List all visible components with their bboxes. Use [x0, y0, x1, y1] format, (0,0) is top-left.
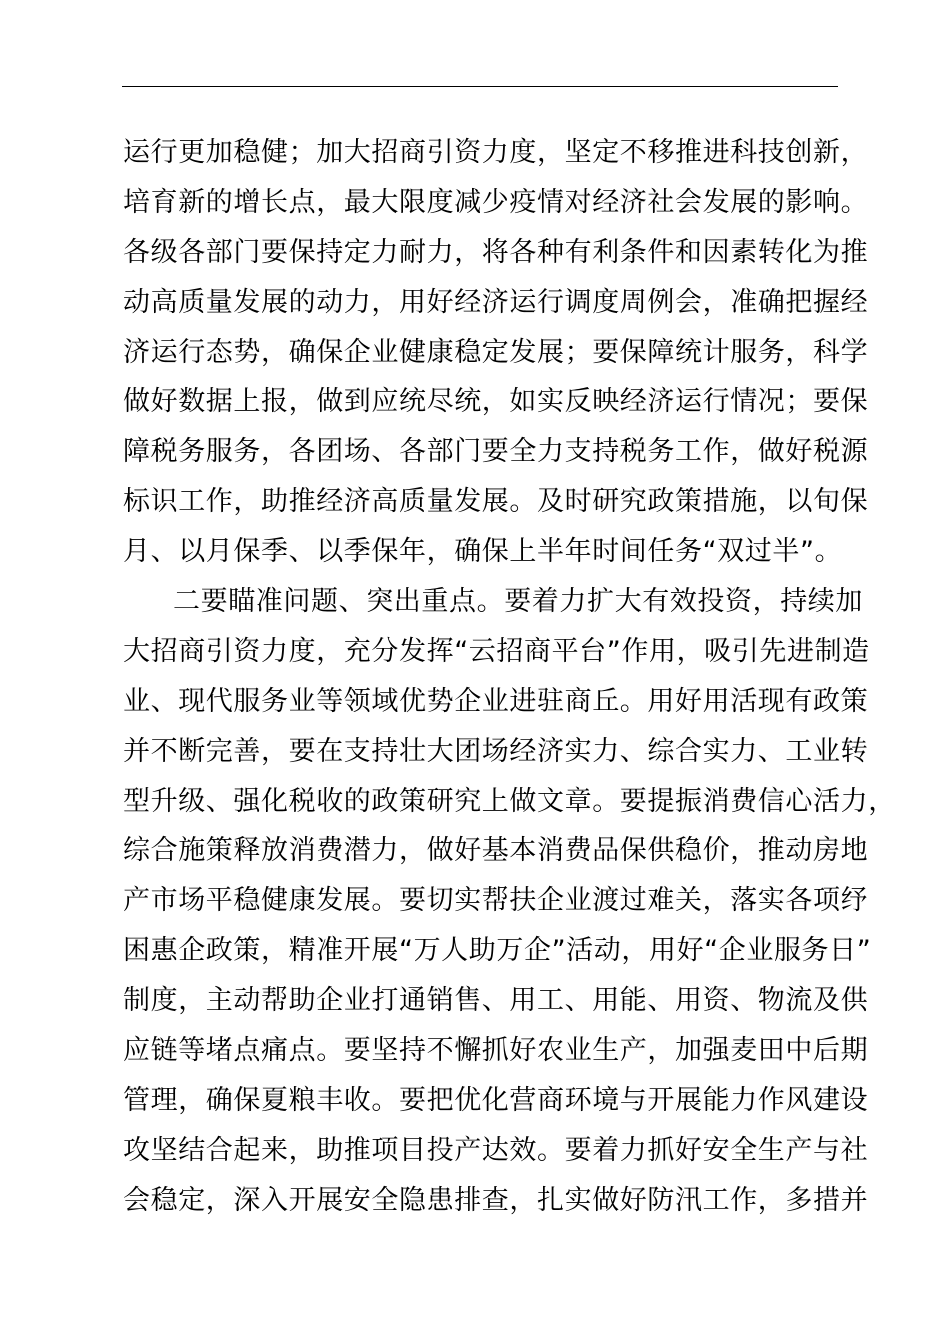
text-line: 产市场平稳健康发展。要切实帮扶企业渡过难关，落实各项纾	[123, 885, 869, 917]
text-line: 型升级、强化税收的政策研究上做文章。要提振消费信心活力，	[123, 785, 896, 817]
text-line: 月、以月保季、以季保年，确保上半年时间任务“双过半”。	[123, 536, 843, 568]
text-line: 业、现代服务业等领域优势企业进驻商丘。用好用活现有政策	[123, 685, 869, 717]
paragraph-start-line: 二要瞄准问题、突出重点。要着力扩大有效投资，持续加	[173, 586, 863, 618]
text-line: 管理，确保夏粮丰收。要把优化营商环境与开展能力作风建设	[123, 1084, 869, 1116]
text-line: 标识工作，助推经济高质量发展。及时研究政策措施，以旬保	[123, 486, 869, 518]
text-line: 综合施策释放消费潜力，做好基本消费品保供稳价，推动房地	[123, 835, 869, 867]
text-line: 做好数据上报，做到应统尽统，如实反映经济运行情况；要保	[123, 386, 869, 418]
header-rule	[122, 86, 838, 87]
text-line: 各级各部门要保持定力耐力，将各种有利条件和因素转化为推	[123, 236, 869, 268]
text-line: 会稳定，深入开展安全隐患排查，扎实做好防汛工作，多措并	[123, 1184, 869, 1216]
text-line: 培育新的增长点，最大限度减少疫情对经济社会发展的影响。	[123, 186, 869, 218]
text-line: 济运行态势，确保企业健康稳定发展；要保障统计服务，科学	[123, 336, 869, 368]
text-line: 动高质量发展的动力，用好经济运行调度周例会，准确把握经	[123, 286, 869, 318]
text-line: 困惠企政策，精准开展“万人助万企”活动，用好“企业服务日”	[123, 935, 872, 967]
document-body	[123, 128, 896, 1226]
text-line: 运行更加稳健；加大招商引资力度，坚定不移推进科技创新，	[123, 137, 869, 168]
text-line: 障税务服务，各团场、各部门要全力支持税务工作，做好税源	[123, 436, 869, 468]
text-line: 大招商引资力度，充分发挥“云招商平台”作用，吸引先进制造	[123, 635, 870, 667]
text-line: 攻坚结合起来，助推项目投产达效。要着力抓好安全生产与社	[123, 1134, 869, 1166]
text-line: 并不断完善，要在支持壮大团场经济实力、综合实力、工业转	[123, 735, 869, 767]
text-line: 制度，主动帮助企业打通销售、用工、用能、用资、物流及供	[123, 985, 869, 1017]
text-line: 应链等堵点痛点。要坚持不懈抓好农业生产，加强麦田中后期	[123, 1035, 869, 1067]
